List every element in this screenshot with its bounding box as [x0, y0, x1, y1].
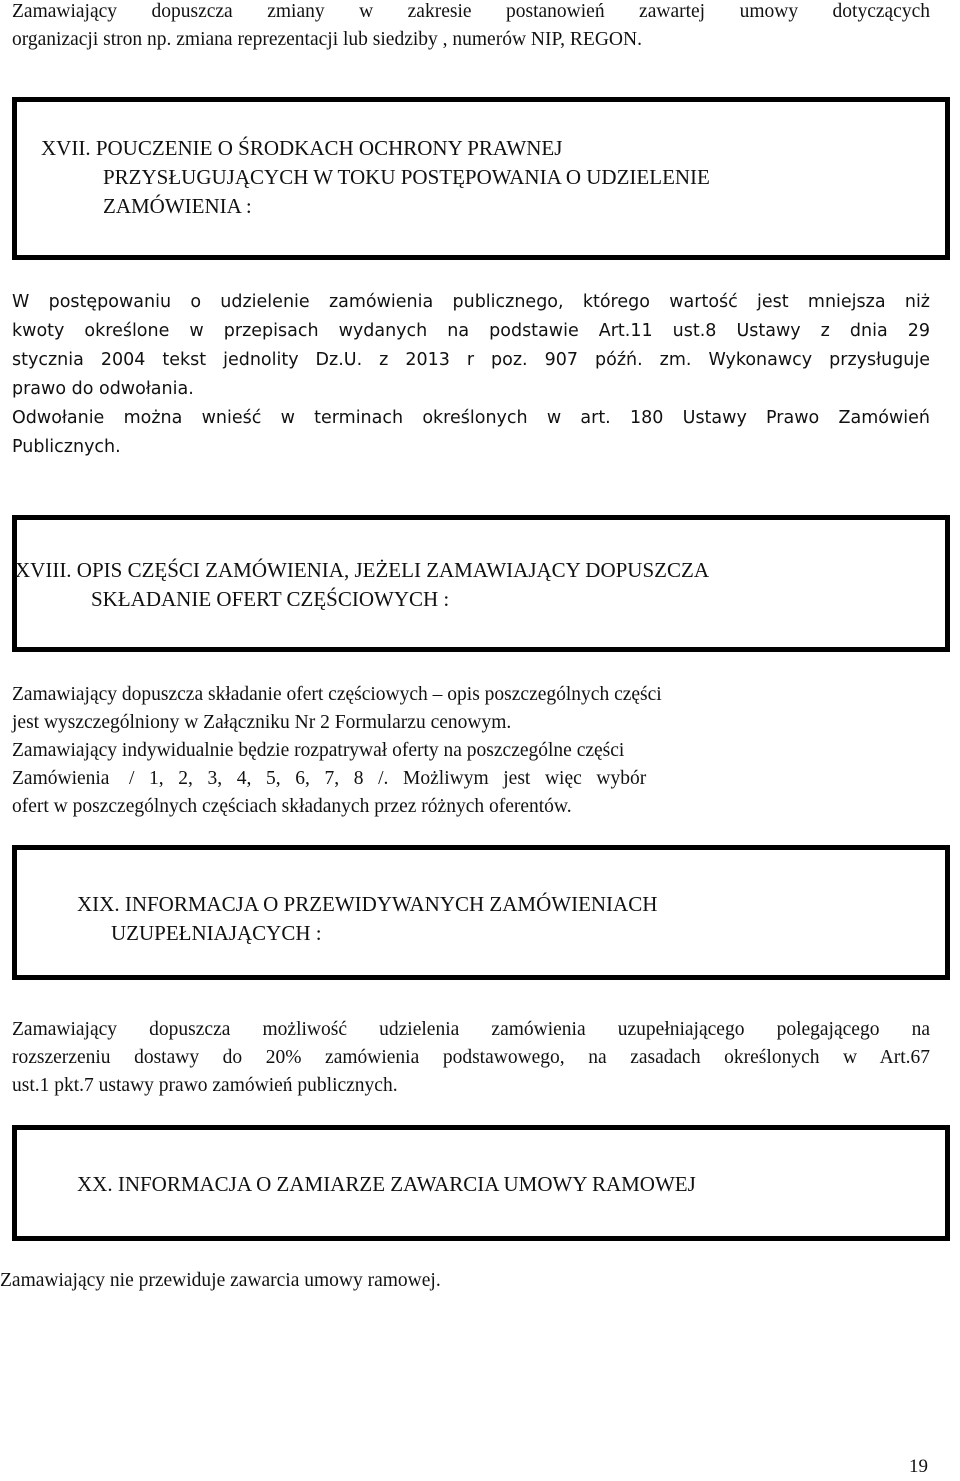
section-17-body-line-5: Odwołanie można wnieść w terminach określonych w art. 180 Ustawy Prawo Zamówień	[12, 408, 930, 428]
section-19-heading-line-2: UZUPEŁNIAJĄCYCH :	[111, 921, 322, 945]
section-18-heading-line-2: SKŁADANIE OFERT CZĘŚCIOWYCH :	[91, 587, 450, 611]
section-18-heading-box	[12, 515, 950, 652]
section-17-heading-line-3: ZAMÓWIENIA :	[103, 194, 252, 218]
section-18-body-line-5: ofert w poszczególnych częściach składanych przez różnych oferentów.	[12, 796, 572, 817]
section-19-body-line-2: rozszerzeniu dostawy do 20% zamówienia podstawowego, na zasadach określonych w Art.67	[12, 1047, 930, 1068]
section-19-heading-box	[12, 845, 950, 980]
section-20-body	[0, 1267, 918, 1295]
section-18-body	[12, 681, 930, 821]
section-17-body-line-4: prawo do odwołania.	[12, 379, 194, 399]
section-20-heading: XX. INFORMACJA O ZAMIARZE ZAWARCIA UMOWY RAMOWEJ	[77, 1172, 696, 1196]
page-number: 19	[909, 1456, 928, 1477]
section-19-body-line-1: Zamawiający dopuszcza możliwość udzielenia zamówienia uzupełniającego polegającego na	[12, 1019, 930, 1040]
section-19-body	[12, 1016, 930, 1100]
section-18-body-line-3: Zamawiający indywidualnie będzie rozpatrywał oferty na poszczególne części	[12, 740, 625, 761]
section-18-body-line-1: Zamawiający dopuszcza składanie ofert częściowych – opis poszczególnych części	[12, 684, 662, 705]
section-19-body-line-3: ust.1 pkt.7 ustawy prawo zamówień publicznych.	[12, 1075, 398, 1096]
section-20-heading-box	[12, 1125, 950, 1241]
section-17-body-line-3: stycznia 2004 tekst jednolity Dz.U. z 2013 r poz. 907 późń. zm. Wykonawcy przysługuje	[12, 350, 930, 370]
section-18-heading-line-1: XVIII. OPIS CZĘŚCI ZAMÓWIENIA, JEŻELI ZAMAWIAJĄCY DOPUSZCZA	[15, 558, 709, 582]
section-18-body-line-4: Zamówienia / 1, 2, 3, 4, 5, 6, 7, 8 /. Możliwym jest więc wybór	[12, 768, 647, 789]
section-17-body-line-1: W postępowaniu o udzielenie zamówienia publicznego, którego wartość jest mniejsza niż	[12, 292, 930, 312]
section-17-heading-line-2: PRZYSŁUGUJĄCYCH W TOKU POSTĘPOWANIA O UDZIELENIE	[103, 165, 710, 189]
section-17-heading-line-1: XVII. POUCZENIE O ŚRODKACH OCHRONY PRAWNEJ	[41, 136, 563, 160]
intro-paragraph	[12, 0, 930, 54]
intro-line-2: organizacji stron np. zmiana reprezentacji lub siedziby , numerów NIP, REGON.	[12, 29, 642, 50]
section-17-body-line-2: kwoty określone w przepisach wydanych na podstawie Art.11 ust.8 Ustawy z dnia 29	[12, 321, 930, 341]
section-17-body	[12, 288, 930, 462]
intro-line-1: Zamawiający dopuszcza zmiany w zakresie postanowień zawartej umowy dotyczących	[12, 1, 930, 22]
section-17-body-line-6: Publicznych.	[12, 437, 121, 457]
section-18-body-line-2: jest wyszczególniony w Załączniku Nr 2 Formularzu cenowym.	[12, 712, 512, 733]
section-20-body-line: Zamawiający nie przewiduje zawarcia umowy ramowej.	[0, 1270, 441, 1291]
section-19-heading-line-1: XIX. INFORMACJA O PRZEWIDYWANYCH ZAMÓWIENIACH	[77, 892, 658, 916]
section-17-heading-box	[12, 97, 950, 260]
